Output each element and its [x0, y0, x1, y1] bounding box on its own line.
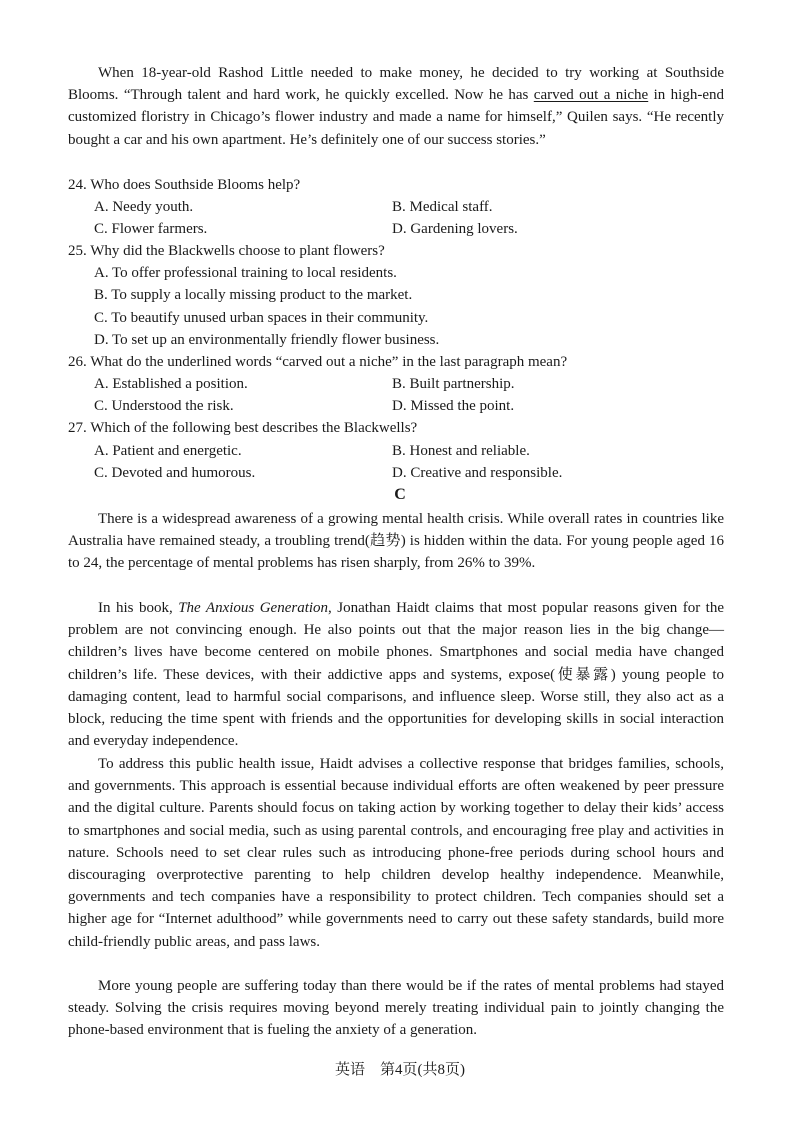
question-24-stem: 24. Who does Southside Blooms help?: [68, 177, 301, 193]
passage-c-paragraph-2: [68, 597, 724, 752]
question-27-option-c[interactable]: C. Devoted and humorous.: [94, 465, 256, 481]
question-26-option-b[interactable]: B. Built partnership.: [392, 376, 515, 392]
question-26-option-c[interactable]: C. Understood the risk.: [94, 398, 234, 414]
passage-c-paragraph-1: There is a widespread awareness of a growing mental health crisis. While overall rates in countries like Australia have remained steady, a troubling trend(趋势) is hidden within the data. For young people aged 16 to 24, the percentage of mental problems has risen sharply, from 26% to 39%.: [68, 511, 724, 572]
paragraph-text: , Jonathan Haidt claims that most popular reasons given for the problem are not convincing enough. He also points out that the major reason lies in the big change—children’s lives have become centered on mobile phones. Smartphones and social media have changed children’s life. These devices, with their addictive apps and systems, expose(使暴露) young people to damaging content, lead to harmful social comparisons, and influence sleep. Worse still, they also act as a block, reducing the time spent with friends and the opportunities for developing skills in social interaction and everyday independence.: [68, 600, 725, 750]
question-26-option-a[interactable]: A. Established a position.: [94, 376, 248, 392]
page-footer: 英语 第4页(共8页): [335, 1062, 465, 1078]
paragraph-text: in high-end customized floristry in Chicago’s flower industry and made a name for himself,” Quilen says. “He recently bought a car and his own apartment. He’s definitely one of our success stories.”: [68, 87, 724, 148]
question-27-option-b[interactable]: B. Honest and reliable.: [392, 443, 530, 459]
paragraph-text: In his book,: [98, 600, 179, 616]
question-24-option-c[interactable]: C. Flower farmers.: [94, 221, 208, 237]
underlined-phrase: carved out a niche: [533, 87, 649, 104]
question-26-option-d[interactable]: D. Missed the point.: [392, 398, 515, 414]
passage-c-paragraph-3: To address this public health issue, Haidt advises a collective response that bridges families, schools, and governments. This approach is essential because individual efforts are often weakened by peer pressure and the digital culture. Parents should focus on taking action by working together to delay their kids’ access to smartphones and social media, such as using parental controls, and encouraging free play and activities in nature. Schools need to set clear rules such as introducing phone-free periods during school hours and discouraging overprotective parenting to help children develop healthy independence. Meanwhile, governments and tech companies have a responsibility to protect children. Tech companies should set a higher age for “Internet adulthood” while governments need to carry out these safety standards, build more child-friendly public areas, and pass laws.: [68, 756, 724, 950]
passage-c-paragraph-4: More young people are suffering today than there would be if the rates of mental problems had stayed steady. Solving the crisis requires moving beyond merely treating individual pain to jointly changing the phone-based environment that is fueling the anxiety of a generation.: [68, 978, 724, 1039]
question-27-option-a[interactable]: A. Patient and energetic.: [94, 443, 242, 459]
question-24-option-a[interactable]: A. Needy youth.: [94, 199, 194, 215]
question-27-stem: 27. Which of the following best describes the Blackwells?: [68, 420, 418, 436]
paragraph-text: When 18-year-old Rashod Little needed to make money, he decided to try working at Southside Blooms. “Through talent and hard work, he quickly excelled. Now he has: [68, 65, 724, 104]
section-heading: C: [394, 486, 406, 503]
question-26-stem: 26. What do the underlined words “carved out a niche” in the last paragraph mean?: [68, 354, 568, 370]
question-25-stem: 25. Why did the Blackwells choose to plant flowers?: [68, 243, 385, 259]
question-24-option-d[interactable]: D. Gardening lovers.: [392, 221, 518, 237]
question-25-option-c[interactable]: C. To beautify unused urban spaces in their community.: [94, 310, 429, 326]
question-24-option-b[interactable]: B. Medical staff.: [392, 199, 493, 215]
passage-b-last-paragraph: [68, 62, 724, 151]
question-25-option-a[interactable]: A. To offer professional training to local residents.: [94, 265, 397, 281]
question-25-option-d[interactable]: D. To set up an environmentally friendly flower business.: [94, 332, 440, 348]
question-27-option-d[interactable]: D. Creative and responsible.: [392, 465, 563, 481]
book-title: The Anxious Generation: [178, 600, 329, 616]
question-25-option-b[interactable]: B. To supply a locally missing product to the market.: [94, 287, 413, 303]
